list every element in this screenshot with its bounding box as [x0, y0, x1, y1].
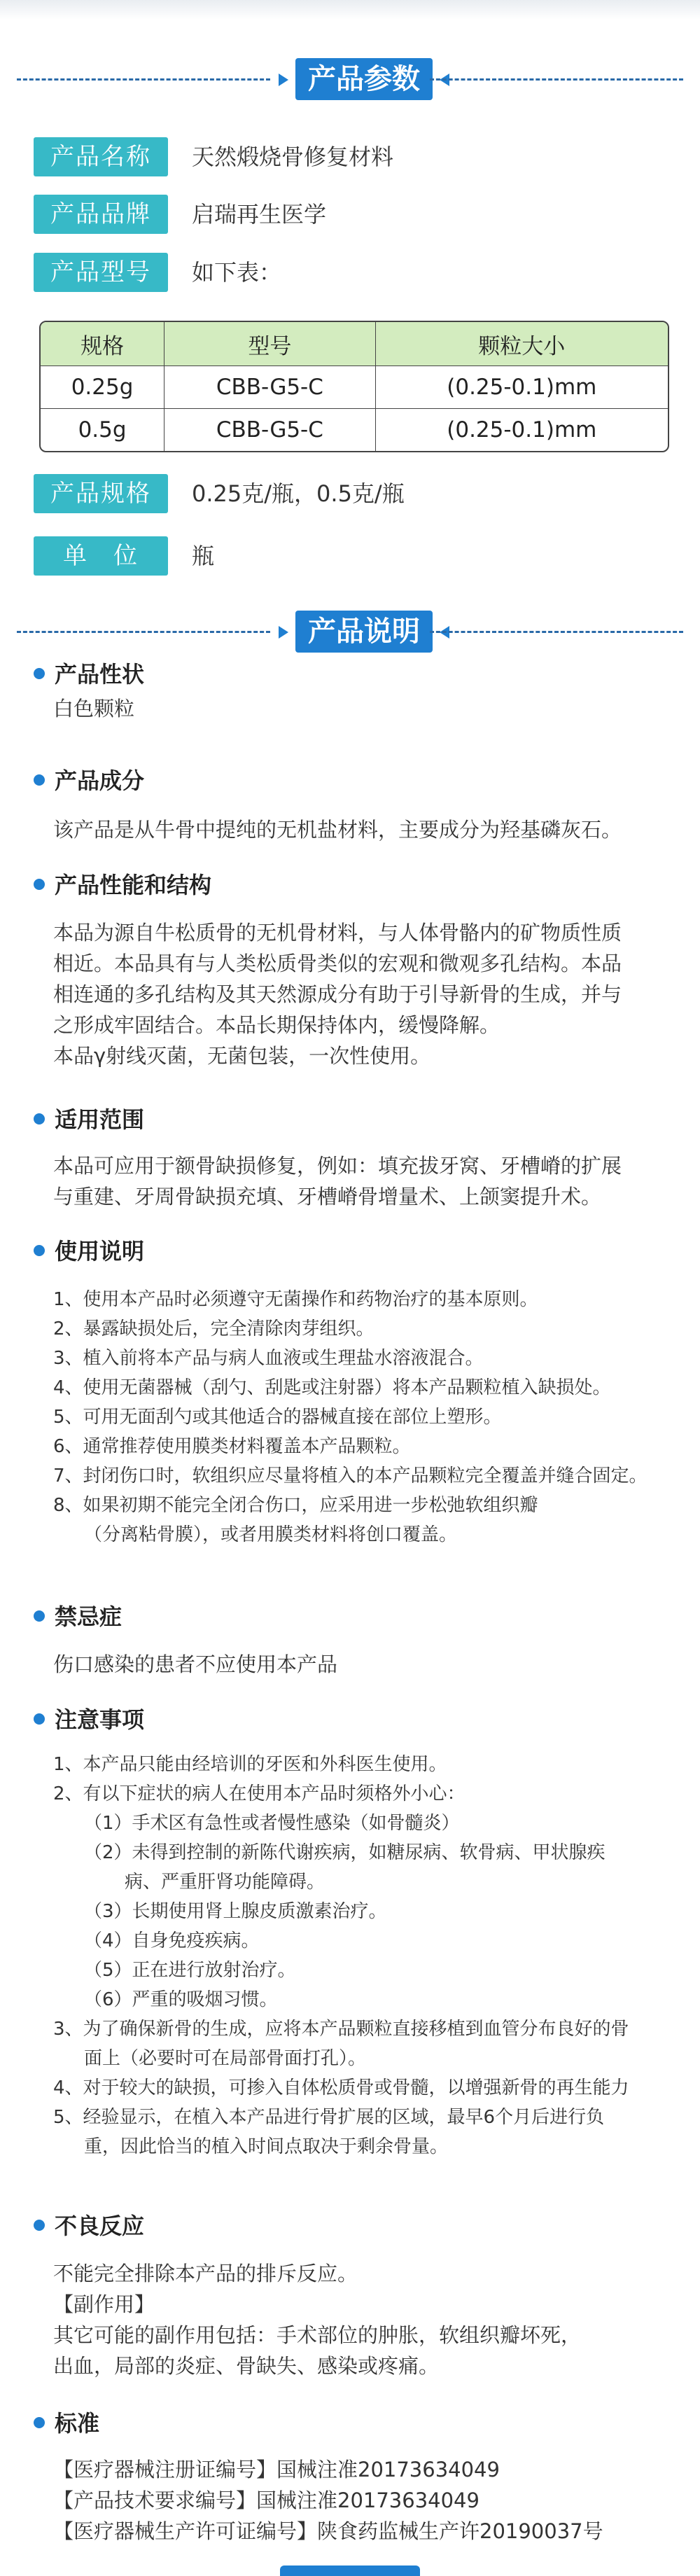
section-heading-desc	[17, 611, 683, 653]
bullet-dot-icon	[34, 2417, 45, 2428]
spec-table-header-row	[41, 322, 668, 366]
bullet-dot-icon	[34, 1610, 45, 1622]
param-tag-model: 产品型号	[34, 253, 168, 292]
list-item: 1、本产品只能由经培训的牙医和外科医生使用。	[53, 1754, 447, 1775]
text-line: 【产品技术要求编号】国械注准20173634049	[53, 2488, 479, 2512]
text-line: 白色颗粒	[53, 697, 135, 720]
list-item: （6）严重的吸烟习惯。	[84, 1989, 278, 2010]
heading-arrow-left	[279, 74, 288, 86]
param-tag-name: 产品名称	[34, 137, 168, 176]
spec-header-size: 规格	[41, 322, 164, 366]
list-item: （1）手术区有急性或者慢性感染（如骨髓炎）	[84, 1813, 460, 1834]
list-item: 6、通常推荐使用膜类材料覆盖本产品颗粒。	[53, 1436, 411, 1457]
list-item: 病、严重肝肾功能障碍。	[125, 1872, 326, 1893]
scope-text	[53, 1150, 683, 1212]
subsection-title: 使用说明	[55, 1238, 145, 1265]
top-fade-band	[0, 0, 700, 20]
composition-text	[53, 814, 683, 845]
spec-cell-model: CBB-G5-C	[164, 409, 375, 451]
text-line: 该产品是从牛骨中提纯的无机盐材料，主要成分为羟基磷灰石。	[53, 818, 622, 842]
list-item: 1、使用本产品时必须遵守无菌操作和药物治疗的基本原则。	[53, 1289, 538, 1310]
text-line: 不能完全排除本产品的排斥反应。	[53, 2262, 358, 2285]
subsection-title: 适用范围	[55, 1106, 145, 1133]
spec-header-model: 型号	[164, 322, 375, 366]
spec-header-particle: 颗粒大小	[376, 322, 668, 366]
spec-cell-particle: (0.25-0.1)mm	[447, 417, 597, 443]
bullet-dot-icon	[34, 2220, 45, 2231]
subsection-title: 不良反应	[55, 2213, 145, 2239]
list-item: 4、使用无菌器械（刮勺、刮匙或注射器）将本产品颗粒植入缺损处。	[53, 1377, 611, 1398]
text-line: 【副作用】	[53, 2292, 155, 2316]
bullet-dot-icon	[34, 668, 45, 679]
text-line: 相近。本品具有与人类松质骨类似的宏观和微观多孔结构。本品	[53, 952, 622, 975]
adverse-reactions-text	[53, 2258, 683, 2381]
param-value-model: 如下表：	[192, 259, 282, 286]
param-value-brand: 启瑞再生医学	[192, 201, 327, 228]
section-heading-params	[17, 58, 683, 100]
list-item: （3）长期使用肾上腺皮质激素治疗。	[84, 1901, 387, 1922]
param-tag-unit: 单 位	[34, 536, 168, 576]
param-tag-brand: 产品品牌	[34, 195, 168, 234]
subsection-title: 标准	[55, 2410, 100, 2437]
bullet-dot-icon	[34, 1245, 45, 1256]
list-item: （2）未得到控制的新陈代谢疾病，如糖尿病、软骨病、甲状腺疾	[84, 1842, 606, 1863]
desc-heading-label: 产品说明	[295, 611, 433, 653]
text-line: 【医疗器械注册证编号】国械注准20173634049	[53, 2458, 500, 2481]
list-item: 3、植入前将本产品与病人血液或生理盐水溶液混合。	[53, 1348, 484, 1369]
spec-cell-size: 0.25g	[41, 366, 164, 409]
usage-list	[53, 1285, 683, 1550]
list-item: （分离粘骨膜），或者用膜类材料将创口覆盖。	[84, 1524, 458, 1545]
bottom-accent-bar	[280, 2565, 420, 2576]
text-line: 本品可应用于额骨缺损修复，例如：填充拔牙窝、牙槽嵴的扩展	[53, 1154, 622, 1178]
text-line: 伤口感染的患者不应使用本产品	[53, 1652, 338, 1676]
heading-divider-right	[430, 78, 683, 81]
subsection-title: 产品性状	[55, 661, 145, 688]
table-row	[41, 409, 668, 451]
text-line: 之形成牢固结合。本品长期保持体内，缓慢降解。	[53, 1013, 500, 1037]
list-item: 4、对于较大的缺损，可掺入自体松质骨或骨髓，以增强新骨的再生能力	[53, 2077, 629, 2098]
heading-divider-left	[17, 78, 270, 81]
heading-divider-left	[17, 631, 270, 633]
standards-text	[53, 2454, 683, 2547]
performance-text	[53, 917, 683, 1071]
list-item: 5、经验显示，在植入本产品进行骨扩展的区域，最早6个月后进行负	[53, 2107, 605, 2128]
spec-cell-model: CBB-G5-C	[164, 366, 375, 409]
list-item: （5）正在进行放射治疗。	[84, 1960, 296, 1981]
subsection-title: 禁忌症	[55, 1603, 122, 1630]
spec-cell-size: 0.5g	[41, 409, 164, 451]
spec-cell-particle: (0.25-0.1)mm	[376, 366, 668, 409]
text-line: 与重建、牙周骨缺损充填、牙槽嵴骨增量术、上颌窦提升术。	[53, 1185, 602, 1209]
table-row	[41, 366, 668, 409]
subsection-title: 注意事项	[55, 1706, 145, 1733]
list-item: 7、封闭伤口时，软组织应尽量将植入的本产品颗粒完全覆盖并缝合固定。	[53, 1465, 648, 1487]
text-line: 其它可能的副作用包括：手术部位的肿胀，软组织瓣坏死，	[53, 2323, 582, 2347]
list-item: 2、有以下症状的病人在使用本产品时须格外小心：	[53, 1783, 465, 1804]
subsection-title: 产品性能和结构	[55, 872, 212, 898]
param-value-name: 天然煅烧骨修复材料	[192, 144, 394, 170]
spec-table	[39, 321, 669, 452]
list-item: （4）自身免疫疾病。	[84, 1930, 260, 1951]
list-item: 2、暴露缺损处后，完全清除肉芽组织。	[53, 1318, 374, 1339]
contraindications-text	[53, 1649, 683, 1680]
bullet-dot-icon	[34, 879, 45, 890]
text-line: 本品为源自牛松质骨的无机骨材料，与人体骨骼内的矿物质性质	[53, 921, 622, 945]
precautions-list	[53, 1750, 683, 2161]
text-line: 相连通的多孔结构及其天然源成分有助于引导新骨的生成，并与	[53, 982, 622, 1006]
param-value-spec: 0.25克/瓶，0.5克/瓶	[192, 480, 405, 507]
list-item: 8、如果初期不能完全闭合伤口，应采用进一步松弛软组织瓣	[53, 1495, 538, 1516]
list-item: 重，因此恰当的植入时间点取决于剩余骨量。	[84, 2136, 449, 2157]
subsection-title: 产品成分	[55, 767, 145, 794]
param-tag-spec: 产品规格	[34, 474, 168, 513]
list-item: 3、为了确保新骨的生成，应将本产品颗粒直接移植到血管分布良好的骨	[53, 2019, 629, 2040]
param-value-unit: 瓶	[192, 543, 215, 569]
params-heading-label: 产品参数	[295, 58, 433, 100]
list-item: 5、可用无面刮勺或其他适合的器械直接在部位上塑形。	[53, 1407, 502, 1428]
bullet-dot-icon	[34, 1113, 45, 1125]
text-line: 【医疗器械生产许可证编号】陕食药监械生产许20190037号	[53, 2519, 603, 2543]
heading-arrow-left	[279, 626, 288, 639]
list-item: 面上（必要时可在局部骨面打孔）。	[84, 2048, 367, 2069]
text-line: 出血，局部的炎症、骨缺失、感染或疼痛。	[53, 2354, 440, 2378]
appearance-text	[53, 693, 683, 724]
text-line: 本品γ射线灭菌，无菌包装，一次性使用。	[53, 1044, 431, 1068]
bullet-dot-icon	[34, 1713, 45, 1725]
heading-divider-right	[430, 631, 683, 633]
bullet-dot-icon	[34, 774, 45, 786]
